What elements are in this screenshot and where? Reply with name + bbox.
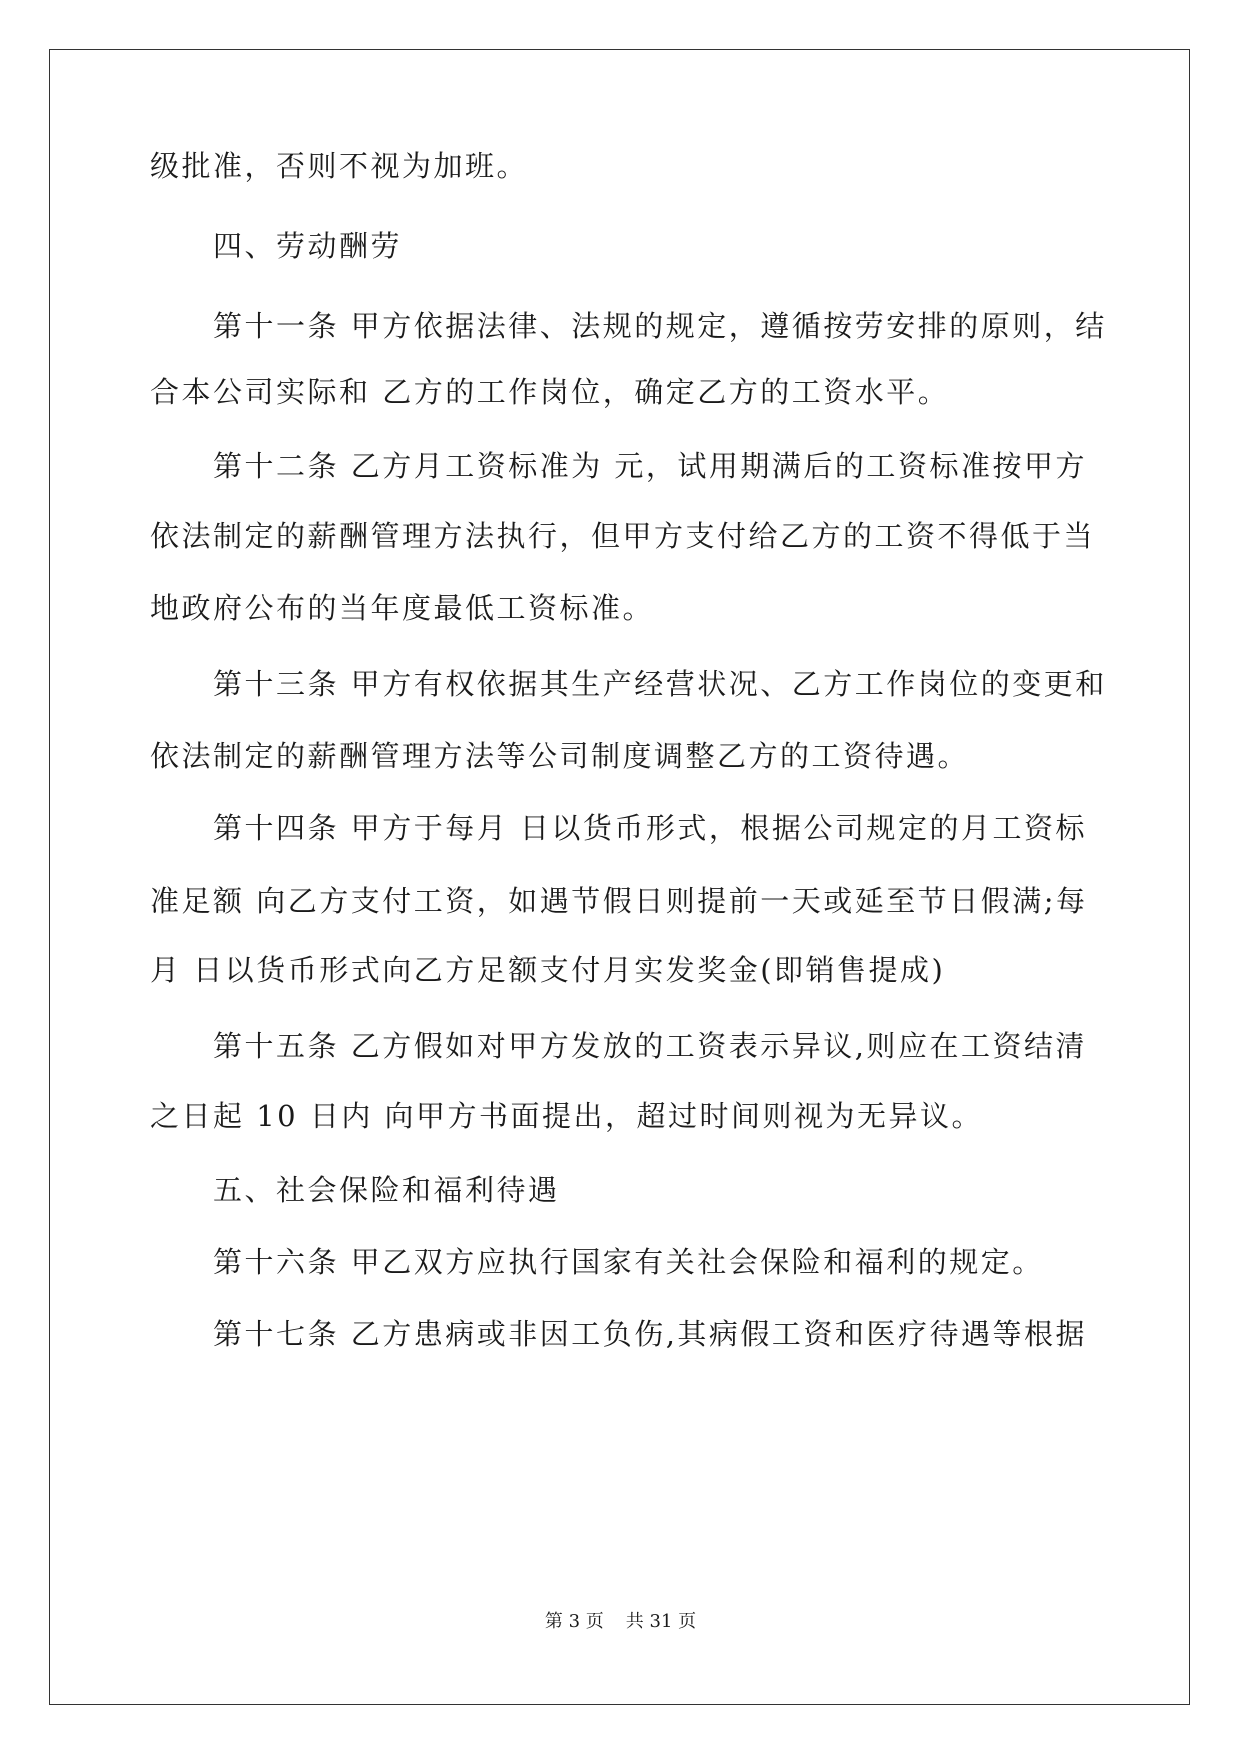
- section-heading-social-insurance: 五、社会保险和福利待遇: [213, 1173, 560, 1207]
- page-footer: [0, 1610, 1241, 1634]
- article-15-line-2: 之日起 10 日内 向甲方书面提出，超过时间则视为无异议。: [150, 1099, 984, 1133]
- text-line-1: 级批准，否则不视为加班。: [150, 149, 529, 183]
- total-pages: 共 31 页: [625, 1611, 697, 1632]
- article-13-line-2: 依法制定的薪酬管理方法等公司制度调整乙方的工资待遇。: [150, 739, 970, 773]
- article-12-line-3: 地政府公布的当年度最低工资标准。: [150, 591, 655, 625]
- article-14-line-3: 月 日以货币形式向乙方足额支付月实发奖金(即销售提成): [150, 953, 946, 987]
- article-14-line-2: 准足额 向乙方支付工资，如遇节假日则提前一天或延至节日假满;每: [150, 884, 1088, 918]
- section-heading-labor-remuneration: 四、劳动酬劳: [213, 229, 403, 263]
- article-17-line-1: 第十七条 乙方患病或非因工负伤,其病假工资和医疗待遇等根据: [213, 1317, 1087, 1351]
- page-number: 第 3 页: [544, 1611, 604, 1632]
- article-12-line-2: 依法制定的薪酬管理方法执行，但甲方支付给乙方的工资不得低于当: [150, 519, 1096, 553]
- article-16-line-1: 第十六条 甲乙双方应执行国家有关社会保险和福利的规定。: [213, 1245, 1044, 1279]
- article-13-line-1: 第十三条 甲方有权依据其生产经营状况、乙方工作岗位的变更和: [213, 667, 1107, 701]
- article-12-line-1: 第十二条 乙方月工资标准为 元，试用期满后的工资标准按甲方: [213, 449, 1087, 483]
- article-15-line-1: 第十五条 乙方假如对甲方发放的工资表示异议,则应在工资结清: [213, 1029, 1087, 1063]
- page-frame: [49, 49, 1190, 1705]
- article-11-line-2: 合本公司实际和 乙方的工作岗位，确定乙方的工资水平。: [150, 375, 950, 409]
- article-14-line-1: 第十四条 甲方于每月 日以货币形式，根据公司规定的月工资标: [213, 811, 1087, 845]
- article-11-line-1: 第十一条 甲方依据法律、法规的规定，遵循按劳安排的原则，结: [213, 309, 1107, 343]
